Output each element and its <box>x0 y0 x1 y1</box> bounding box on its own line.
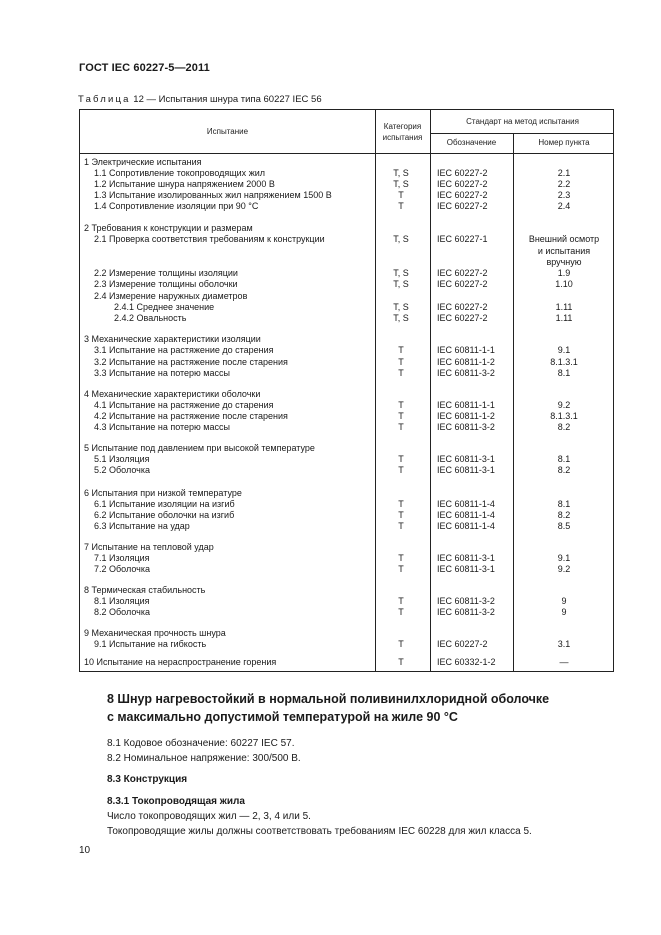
row-test-name: 2.3 Измерение толщины оболочки <box>94 279 238 289</box>
row-test-name: 2.4.2 Овальность <box>114 313 187 323</box>
row-standard: IEC 60227-1 <box>437 234 488 244</box>
row-category: T, S <box>393 302 409 312</box>
row-item-number: — <box>559 657 569 667</box>
section-title-line2: с максимально допустимой температурой на жиле 90 °С <box>107 710 458 724</box>
header-category <box>375 121 430 143</box>
row-standard: IEC 60227-2 <box>437 639 488 649</box>
row-item-number: 8.1 <box>557 499 571 509</box>
row-category: T <box>398 521 404 531</box>
section-title <box>107 690 549 726</box>
row-test-name: 8.2 Оболочка <box>94 607 150 617</box>
row-test-name: 6.1 Испытание изоляции на изгиб <box>94 499 235 509</box>
row-category: T <box>398 553 404 563</box>
row-item-number: 1.10 <box>555 279 573 289</box>
row-test-name: 9.1 Испытание на гибкость <box>94 639 207 649</box>
row-standard: IEC 60227-2 <box>437 179 488 189</box>
row-test-name: 10 Испытание на нераспространение горения <box>84 657 277 667</box>
row-item-number: 9 <box>561 596 567 606</box>
row-category: T, S <box>393 279 409 289</box>
row-standard: IEC 60811-1-4 <box>437 499 495 509</box>
row-standard: IEC 60811-1-1 <box>437 400 495 410</box>
row-standard: IEC 60227-2 <box>437 313 488 323</box>
row-test-name: 2.4 Измерение наружных диаметров <box>94 291 248 301</box>
row-test-name: 9 Механическая прочность шнура <box>84 628 226 638</box>
row-item-number: 1.11 <box>555 313 573 323</box>
paragraph-cores-requirements: Токопроводящие жилы должны соответствовать требованиям IEC 60228 для жил класса 5. <box>107 826 532 837</box>
subsubsection-heading: 8.3.1 Токопроводящая жила <box>107 796 245 807</box>
row-item-number: 9 <box>561 607 567 617</box>
row-standard: IEC 60811-3-2 <box>437 422 495 432</box>
row-standard: IEC 60811-1-2 <box>437 357 495 367</box>
row-item-number: 9.1 <box>557 553 571 563</box>
header-divider <box>430 133 613 134</box>
row-test-name: 5.2 Оболочка <box>94 465 150 475</box>
row-item-number: 2.4 <box>557 201 571 211</box>
row-test-name: 4.3 Испытание на потерю массы <box>94 422 230 432</box>
column-divider <box>430 110 431 671</box>
row-standard: IEC 60811-3-1 <box>437 564 495 574</box>
row-test-name: 3.1 Испытание на растяжение до старения <box>94 345 274 355</box>
row-category: T <box>398 357 404 367</box>
row-item-number: 2.2 <box>557 179 571 189</box>
header-test: Испытание <box>206 127 249 136</box>
row-standard: IEC 60332-1-2 <box>437 657 496 667</box>
row-test-name: 1.3 Испытание изолированных жил напряжением 1500 В <box>94 190 332 200</box>
header-designation: Обозначение <box>446 138 497 147</box>
row-item-number: 8.2 <box>557 422 571 432</box>
row-item-number: 8.2 <box>557 465 571 475</box>
row-item-number: 8.2 <box>557 510 571 520</box>
row-standard: IEC 60811-1-1 <box>437 345 495 355</box>
row-item-number: 3.1 <box>557 639 571 649</box>
test-table <box>79 109 614 672</box>
row-category: T, S <box>393 179 409 189</box>
header-category-line1: Категория <box>383 122 422 131</box>
row-category: T <box>398 454 404 464</box>
document-code: ГОСТ IEC 60227-5—2011 <box>79 62 210 74</box>
row-test-name: 4.1 Испытание на растяжение до старения <box>94 400 274 410</box>
row-test-name: 2.1 Проверка соответствия требованиям к конструкции <box>94 234 325 244</box>
row-test-name: 2.4.1 Среднее значение <box>114 302 215 312</box>
row-item-number: 9.2 <box>557 400 571 410</box>
row-category: T <box>398 201 404 211</box>
header-bottom-line <box>80 153 613 154</box>
row-item-number: 1.11 <box>555 302 573 312</box>
row-item-number: 2.3 <box>557 190 571 200</box>
row-test-name: 5 Испытание под давлением при высокой температуре <box>84 443 315 453</box>
row-item-number: Внешний осмотр <box>528 234 600 244</box>
row-test-name: 5.1 Изоляция <box>94 454 150 464</box>
row-category: T <box>398 596 404 606</box>
row-standard: IEC 60811-3-1 <box>437 454 495 464</box>
row-category: T <box>398 411 404 421</box>
row-category: T <box>398 368 404 378</box>
row-test-name: 6 Испытания при низкой температуре <box>84 488 242 498</box>
paragraph-cores-count: Число токопроводящих жил — 2, 3, 4 или 5. <box>107 811 311 822</box>
row-item-number: 8.1 <box>557 368 571 378</box>
row-category: T <box>398 499 404 509</box>
row-category: T <box>398 465 404 475</box>
row-standard: IEC 60227-2 <box>437 279 488 289</box>
row-standard: IEC 60227-2 <box>437 168 488 178</box>
row-item-number: 8.1.3.1 <box>550 411 578 421</box>
row-test-name: 1.4 Сопротивление изоляции при 90 °С <box>94 201 259 211</box>
row-standard: IEC 60811-3-2 <box>437 368 495 378</box>
row-standard: IEC 60227-2 <box>437 201 488 211</box>
row-category: T <box>398 422 404 432</box>
row-test-name: 3 Механические характеристики изоляции <box>84 334 261 344</box>
header-item-number: Номер пункта <box>538 138 590 147</box>
row-item-number: 9.1 <box>557 345 571 355</box>
row-standard: IEC 60811-3-1 <box>437 553 495 563</box>
header-category-line2: испытания <box>382 133 423 142</box>
row-test-name: 4.2 Испытание на растяжение после старения <box>94 411 288 421</box>
row-test-name: 8 Термическая стабильность <box>84 585 206 595</box>
subsection-heading: 8.3 Конструкция <box>107 774 188 785</box>
row-test-name: 7.2 Оболочка <box>94 564 150 574</box>
row-test-name: 1.1 Сопротивление токопроводящих жил <box>94 168 265 178</box>
row-category: T <box>398 607 404 617</box>
page-number: 10 <box>79 845 91 856</box>
row-item-number: 9.2 <box>557 564 571 574</box>
row-item-number: 8.1 <box>557 454 571 464</box>
row-standard: IEC 60227-2 <box>437 190 488 200</box>
table-caption-label: Таблица <box>78 94 131 105</box>
row-item-number: 2.1 <box>557 168 571 178</box>
row-item-number: 1.9 <box>557 268 571 278</box>
row-category: T, S <box>393 313 409 323</box>
row-test-name: 7 Испытание на тепловой удар <box>84 542 214 552</box>
row-test-name: 8.1 Изоляция <box>94 596 150 606</box>
row-test-name: 6.2 Испытание оболочки на изгиб <box>94 510 235 520</box>
row-test-name: 1.2 Испытание шнура напряжением 2000 В <box>94 179 275 189</box>
row-test-name: 7.1 Изоляция <box>94 553 150 563</box>
row-standard: IEC 60811-3-2 <box>437 596 495 606</box>
row-standard: IEC 60811-1-2 <box>437 411 495 421</box>
row-standard: IEC 60811-3-1 <box>437 465 495 475</box>
row-category: T <box>398 510 404 520</box>
row-category: T <box>398 400 404 410</box>
row-standard: IEC 60227-2 <box>437 302 488 312</box>
paragraph-code: 8.1 Кодовое обозначение: 60227 IEC 57. <box>107 738 295 749</box>
row-test-name: 1 Электрические испытания <box>84 157 202 167</box>
row-category: T, S <box>393 268 409 278</box>
row-category: T <box>398 564 404 574</box>
row-category: T, S <box>393 234 409 244</box>
row-test-name: 2 Требования к конструкции и размерам <box>84 223 253 233</box>
row-test-name: 4 Механические характеристики оболочки <box>84 389 261 399</box>
row-category: T, S <box>393 168 409 178</box>
row-category: T <box>398 190 404 200</box>
row-category: T <box>398 639 404 649</box>
row-standard: IEC 60227-2 <box>437 268 488 278</box>
row-standard: IEC 60811-3-2 <box>437 607 495 617</box>
row-item-number: и испытания <box>537 246 591 256</box>
row-standard: IEC 60811-1-4 <box>437 510 495 520</box>
row-item-number: 8.5 <box>557 521 571 531</box>
header-standard: Стандарт на метод испытания <box>466 117 579 126</box>
table-caption <box>78 94 322 105</box>
row-item-number: 8.1.3.1 <box>550 357 578 367</box>
table-caption-text: 12 — Испытания шнура типа 60227 IEC 56 <box>130 94 322 105</box>
row-category: T <box>398 345 404 355</box>
row-category: T <box>398 657 404 667</box>
row-standard: IEC 60811-1-4 <box>437 521 495 531</box>
row-test-name: 6.3 Испытание на удар <box>94 521 190 531</box>
section-title-line1: 8 Шнур нагревостойкий в нормальной поливинилхлоридной оболочке <box>107 692 550 706</box>
row-test-name: 3.3 Испытание на потерю массы <box>94 368 230 378</box>
paragraph-voltage: 8.2 Номинальное напряжение: 300/500 В. <box>107 753 301 764</box>
row-test-name: 2.2 Измерение толщины изоляции <box>94 268 238 278</box>
row-item-number: вручную <box>546 257 582 267</box>
row-test-name: 3.2 Испытание на растяжение после старения <box>94 357 288 367</box>
column-divider <box>375 110 376 671</box>
